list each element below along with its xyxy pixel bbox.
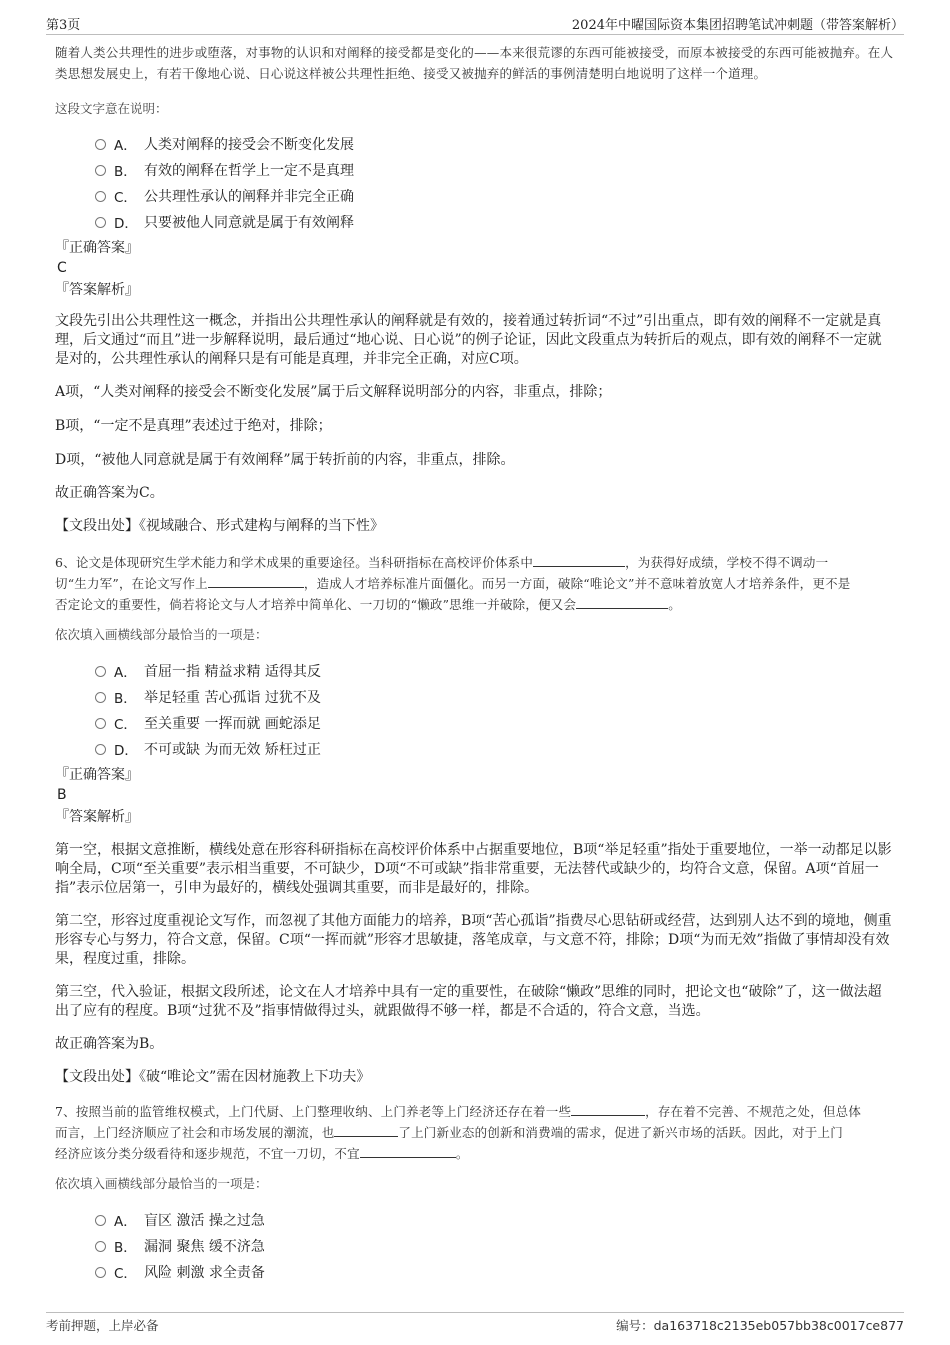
q6-answer-label: 『正确答案』: [55, 767, 139, 783]
q5-analysis-d: [55, 451, 895, 470]
q5-analysis-para: 故正确答案为C。: [55, 485, 164, 501]
q5-passage-block: [55, 42, 895, 84]
q5-prompt-block: [55, 99, 168, 119]
q5-source: [55, 517, 895, 536]
q5-answer: C: [57, 260, 67, 276]
q5-source-text: 【文段出处】《视域融合、形式建构与阐释的当下性》: [55, 518, 384, 534]
q6-prompt: 依次填入画横线部分最恰当的一项是：: [55, 627, 268, 642]
q6-source: [55, 1068, 895, 1087]
q7-text: ，存在着不完善、不规范之处，但总体: [645, 1104, 862, 1119]
radio-icon[interactable]: [95, 666, 106, 677]
q6-blank-2[interactable]: [208, 575, 304, 588]
document-title: 2024年中曜国际资本集团招聘笔试冲刺题（带答案解析）: [571, 18, 904, 33]
q5-analysis-para: A项，“人类对阐释的接受会不断变化发展”属于后文解释说明部分的内容，非重点，排除；: [55, 384, 612, 400]
q6-blank-1[interactable]: [533, 554, 625, 567]
q5-conclusion: [55, 484, 895, 503]
q5-analysis: [55, 312, 895, 369]
q6-text: 。: [668, 597, 681, 612]
radio-icon[interactable]: [95, 191, 106, 202]
radio-icon[interactable]: [95, 718, 106, 729]
q5-analysis-b: [55, 417, 895, 436]
document-code: [616, 1316, 904, 1334]
q5-analysis-a: [55, 383, 895, 402]
q6-source-text: 【文段出处】《破“唯论文”需在因材施教上下功夫》: [55, 1069, 371, 1085]
q6-answer: B: [57, 787, 67, 803]
q5-passage: 随着人类公共理性的进步或堕落，对事物的认识和对阐释的接受都是变化的——本来很荒谬的东西可能被接受，而原本被接受的东西可能被抛弃。在人类思想发展史上，有若干像地心说、日心说这样被公共理性拒绝、接受又被抛弃的鲜活的事例清楚明白地说明了这样一个道理。: [55, 45, 894, 81]
q6-prompt-block: [55, 625, 268, 645]
radio-icon[interactable]: [95, 1215, 106, 1226]
q7-options: A． 盲区 激活 操之过急 B． 漏洞 聚焦 缓不济急 C． 风险 刺激 求全责备: [55, 1209, 555, 1287]
q6-analysis-para: 第二空，形容过度重视论文写作，而忽视了其他方面能力的培养，B项“苦心孤诣”指费尽心思钻研或经营，达到别人达不到的境地，侧重形容专心与努力，符合文意，保留。C项“一挥而就”形容才思敏捷，落笔成章，与文意不符，排除；D项“为而无效”指做了事情却没有效果，程度过重，排除。: [55, 913, 892, 967]
q6-analysis-para: 故正确答案为B。: [55, 1036, 164, 1052]
q7-text: 。: [455, 1146, 469, 1161]
code-value: da163718c2135eb057bb38c0017ce877: [653, 1318, 904, 1333]
q7-blank-3[interactable]: [360, 1145, 456, 1158]
q6-analysis-2: [55, 912, 895, 969]
q5-analysis-para: 文段先引出公共理性这一概念，并指出公共理性承认的阐释就是有效的，接着通过转折词“不过”引出重点，即有效的阐释不一定就是真理，后文通过“而且”进一步解释说明，最后通过“地心说、日心说”的例子论证，因此文段重点为转折后的观点，即有效的阐释不一定就是对的，公共理性承认的阐释只是有可能是真理，并非完全正确，对应C项。: [55, 313, 882, 367]
q6-options: A． 首屈一指 精益求精 适得其反 B． 举足轻重 苦心孤诣 过犹不及 C． 至关重要 一挥而就 画蛇添足 D． 不可或缺 为而无效 矫枉过正: [55, 660, 555, 764]
radio-icon[interactable]: [95, 1241, 106, 1252]
q5-analysis-label: 『答案解析』: [55, 282, 139, 298]
q6-analysis-para: 第三空，代入验证，根据文段所述，论文在人才培养中具有一定的重要性，在破除“懒政”思维的同时，把论文也“破除”了，这一做法超出了应有的程度。B项“过犹不及”指事情做得过头，就跟做得不够一样，都是不合适的，符合文意，当选。: [55, 984, 882, 1019]
q6-text: ，为获得好成绩，学校不得不调动一: [625, 555, 829, 570]
q6-blank-3[interactable]: [576, 596, 668, 609]
q5-analysis-para: D项，“被他人同意就是属于有效阐释”属于转折前的内容，非重点，排除。: [55, 452, 515, 468]
q6-passage: [55, 552, 895, 615]
q7-passage: [55, 1101, 895, 1164]
q6-analysis-3: [55, 983, 895, 1021]
radio-icon[interactable]: [95, 744, 106, 755]
q6-analysis-para: 第一空，根据文意推断，横线处意在形容科研指标在高校评价体系中占据重要地位，B项“举足轻重”指处于重要地位，一举一动都足以影响全局，C项“至关重要”表示相当重要，不可缺少，D项“不可或缺”指非常重要，无法替代或缺少的，均符合文意，保留。A项“首屈一指”表示位居第一，引申为最好的，横线处强调其重要，而非是最好的，排除。: [55, 842, 892, 896]
q7-blank-1[interactable]: [571, 1103, 645, 1116]
q7-prompt: 依次填入画横线部分最恰当的一项是：: [55, 1176, 268, 1191]
q6-text: 切“生力军”，在论文写作上: [55, 576, 208, 591]
radio-icon[interactable]: [95, 1267, 106, 1278]
q6-text: 否定论文的重要性，倘若将论文与人才培养中简单化、一刀切的“懒政”思维一并破除，便又会: [55, 597, 577, 612]
q5-answer-label: 『正确答案』: [55, 240, 139, 256]
footer-slogan: 考前押题，上岸必备: [46, 1318, 159, 1333]
q6-analysis-1: [55, 841, 895, 898]
q5-answer-block: [55, 238, 139, 300]
page-header: [46, 10, 904, 35]
radio-icon[interactable]: [95, 139, 106, 150]
q6-conclusion: [55, 1035, 895, 1054]
q6-text: ，造成人才培养标准片面僵化。而另一方面，破除“唯论文”并不意味着放宽人才培养条件，更不是: [303, 576, 851, 591]
q7-prompt-block: [55, 1174, 268, 1194]
q7-text: 7、按照当前的监管维权模式，上门代厨、上门整理收纳、上门养老等上门经济还存在着一些: [55, 1104, 572, 1119]
q6-analysis-label: 『答案解析』: [55, 809, 139, 825]
q5-prompt: 这段文字意在说明：: [55, 101, 168, 116]
q6-answer-block: [55, 765, 139, 827]
q5-options: A． 人类对阐释的接受会不断变化发展 B． 有效的阐释在哲学上一定不是真理 C． 公共理性承认的阐释并非完全正确 D． 只要被他人同意就是属于有效阐释: [55, 133, 555, 237]
radio-icon[interactable]: [95, 692, 106, 703]
q7-text: 而言，上门经济顺应了社会和市场发展的潮流，也: [55, 1125, 335, 1140]
q7-text: 了上门新业态的创新和消费端的需求，促进了新兴市场的活跃。因此，对于上门: [398, 1125, 843, 1140]
q7-blank-2[interactable]: [334, 1124, 398, 1137]
code-label: 编号：: [616, 1318, 654, 1333]
radio-icon[interactable]: [95, 217, 106, 228]
page-footer: [46, 1312, 904, 1335]
radio-icon[interactable]: [95, 165, 106, 176]
page-number: 第3页: [46, 18, 81, 33]
q6-text: 6、论文是体现研究生学术能力和学术成果的重要途径。当科研指标在高校评价体系中: [55, 555, 534, 570]
q5-analysis-para: B项，“一定不是真理”表述过于绝对，排除；: [55, 418, 332, 434]
q7-text: 经济应该分类分级看待和逐步规范，不宜一刀切，不宜: [55, 1146, 360, 1161]
